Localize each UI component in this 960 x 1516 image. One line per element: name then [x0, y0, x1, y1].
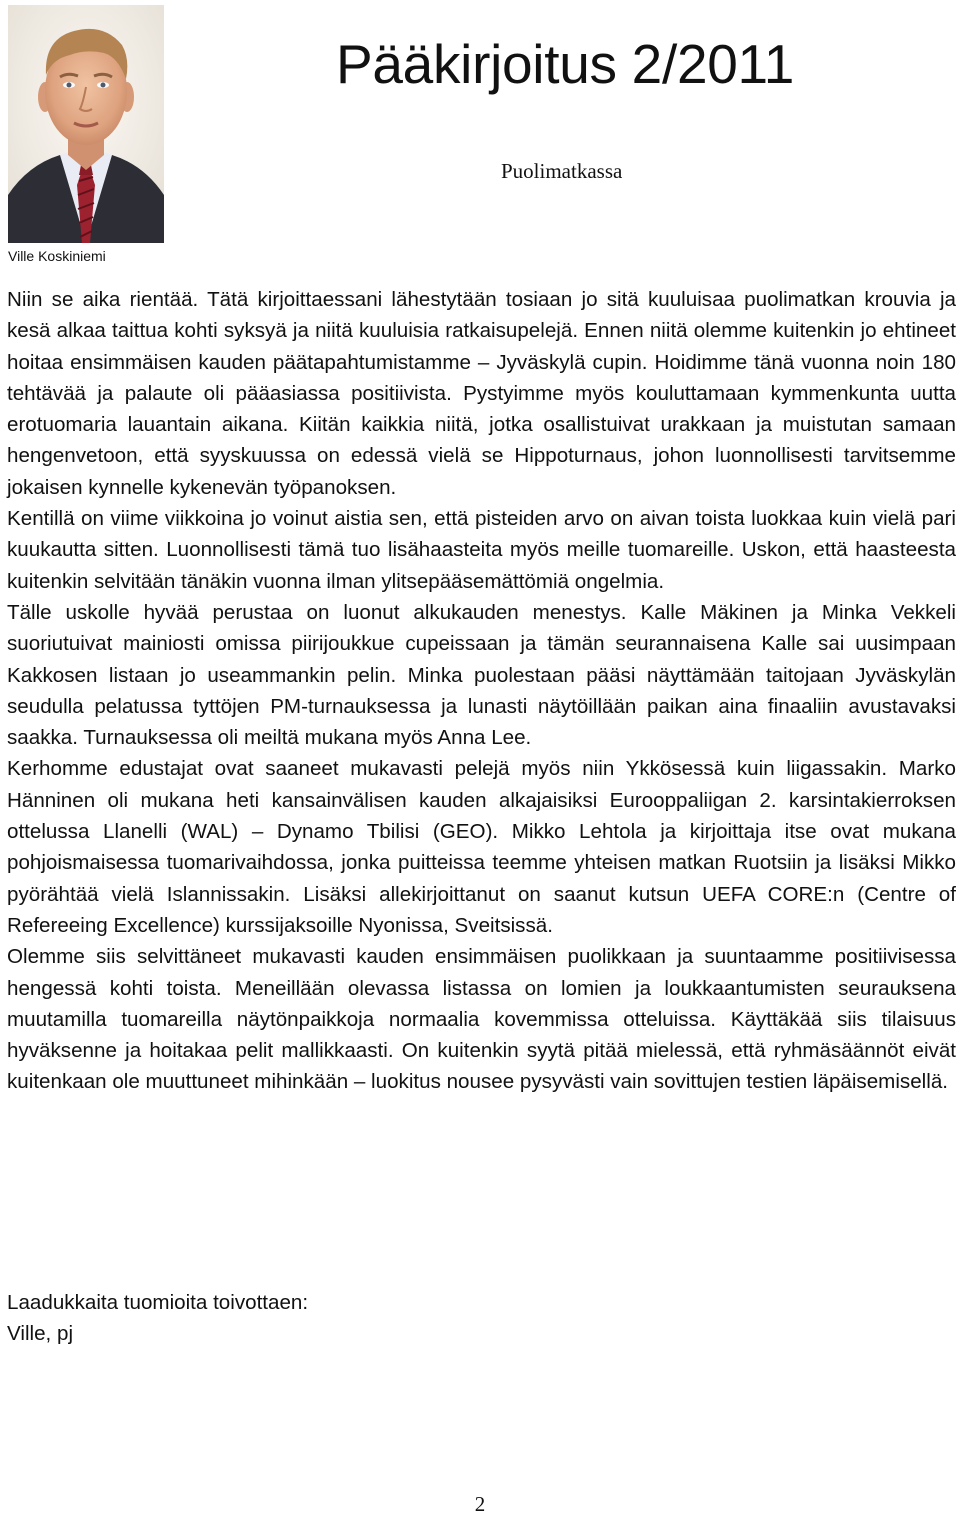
- paragraph: Kentillä on viime viikkoina jo voinut aistia sen, että pisteiden arvo on aivan toista luokkaa kuin vielä pari kuukautta sitten. Luonnollisesti tämä tuo lisähaasteita myös meille tuomareille. Uskon, että haasteesta kuitenkin selvitään tänäkin vuonna ilman ylitsepääsemättömiä ongelmia.: [7, 507, 956, 593]
- page-subtitle: Puolimatkassa: [501, 159, 623, 183]
- paragraph: Niin se aika rientää. Tätä kirjoittaessani lähestytään tosiaan jo sitä kuuluisaa puolimatkan krouvia ja kesä alkaa taittua kohti syksyä ja niitä kuuluisia ratkaisupelejä. Ennen niitä olemme kuitenkin jo ehtineet hoitaa ensimmäisen kauden päätapahtumistamme – Jyväskylä cupin. Hoidimme tänä vuonna noin 180 tehtävää ja palaute oli pääasiassa positiivista. Pystyimme myös kouluttamaan kymmenkunta uutta erotuomaria lauantain aikana. Kiitän kaikkia niitä, jotka osallistuivat urakkaan ja muistutan samaan hengenvetoon, että syyskuussa on edessä vielä se Hippoturnaus, johon luonnollisesti tarvitsemme jokaisen kynnelle kykenevän työpanoksen.: [7, 288, 956, 499]
- signature: Ville, pj: [7, 1322, 74, 1346]
- paragraph: Olemme siis selvittäneet mukavasti kauden ensimmäisen puolikkaan ja suuntaamme positiivisessa hengessä kohti toista. Meneillään olevassa listassa on lomien ja loukkaantumisten seurauksena muutamilla tuomareilla näytönpaikkoja normaalia kovemmissa otteluissa. Käyttäkää siis tilaisuus hyväksenne ja hoitakaa pelit mallikkaasti. On kuitenkin syytä pitää mielessä, että ryhmäsäännöt eivät kuitenkaan ole muuttuneet mihinkään – luokitus nousee pysyvästi vain sovittujen testien läpäisemisellä.: [7, 945, 956, 1094]
- paragraph: Tälle uskolle hyvää perustaa on luonut alkukauden menestys. Kalle Mäkinen ja Minka Vekkeli suoriutuivat mainiosti omissa piirijoukkue cupeissaan ja tämän seurannaisena Kalle sai uusimpaan Kakkosen listaan jo useammankin pelin. Minka puolestaan pääsi näyttämään taitojaan Jyväskylän seudulla pelatussa tyttöjen PM-turnauksessa ja lunasti näytöillään paikan aina finaaliin avustavaksi saakka. Turnauksessa oli meiltä mukana myös Anna Lee.: [7, 600, 956, 750]
- closing-line: Laadukkaita tuomioita toivottaen:: [7, 1291, 309, 1314]
- page-number: 2: [474, 1492, 486, 1516]
- author-photo: [8, 5, 164, 243]
- page-title: Pääkirjoitus 2/2011: [336, 33, 795, 95]
- article-body: [7, 284, 956, 1098]
- paragraph: Kerhomme edustajat ovat saaneet mukavasti pelejä myös niin Ykkösessä kuin liigassakin. Marko Hänninen oli mukana heti kansainvälisen kauden alkajaisiksi Eurooppaliigan 2. karsintakierroksen ottelussa Llanelli (WAL) – Dynamo Tbilisi (GEO). Mikko Lehtola ja kirjoittaja itse ovat mukana pohjoismaisessa tuomarivaihdossa, jonka puitteissa teemme yhteisen matkan Ruotsiin ja lisäksi Mikko pyörähtää vielä Islannissakin. Lisäksi allekirjoittanut on saanut kutsun UEFA CORE:n (Centre of Refereeing Excellence) kurssijaksoille Nyonissa, Sveitsissä.: [7, 757, 956, 937]
- closing-block: [7, 1287, 308, 1350]
- author-caption: Ville Koskiniemi: [8, 248, 106, 264]
